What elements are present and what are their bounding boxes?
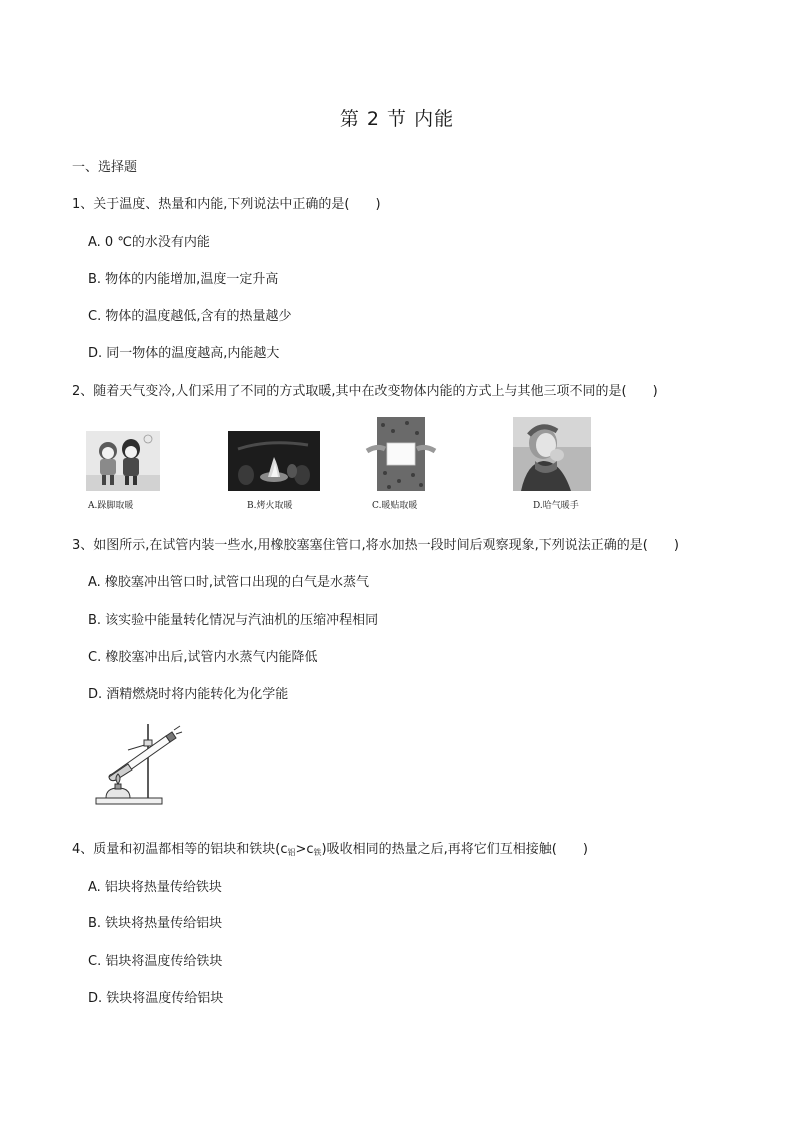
figure-b-campfire-image [228,431,320,491]
question-3-option-a: A. 橡胶塞冲出管口时,试管口出现的白气是水蒸气 [88,575,370,590]
figure-a-stomping-image [86,431,160,491]
question-4-option-b: B. 铁块将热量传给铝块 [88,916,223,931]
question-1-option-b: B. 物体的内能增加,温度一定升高 [88,272,279,287]
question-1-option-a: A. 0 ℃的水没有内能 [88,235,210,250]
section-heading: 一、选择题 [72,160,138,175]
figure-c-heat-patch-image [363,417,439,491]
question-3-option-c: C. 橡胶塞冲出后,试管内水蒸气内能降低 [88,650,318,665]
question-3-option-b: B. 该实验中能量转化情况与汽油机的压缩冲程相同 [88,613,379,628]
figure-d-caption: D.哈气暖手 [533,501,579,511]
question-1-stem: 1、关于温度、热量和内能,下列说法中正确的是( ) [72,197,381,212]
question-3-stem: 3、如图所示,在试管内装一些水,用橡胶塞塞住管口,将水加热一段时间后观察现象,下列说法正确的是( ) [72,538,679,553]
figure-d-breath-warming-image [513,417,591,491]
question-4-stem-part1: 4、质量和初温都相等的铝块和铁块(c [72,842,288,857]
question-4-option-c: C. 铝块将温度传给铁块 [88,954,223,969]
question-4-option-d: D. 铁块将温度传给铝块 [88,991,224,1006]
question-3-option-d: D. 酒精燃烧时将内能转化为化学能 [88,687,289,702]
subscript-aluminum: 铝 [287,848,296,857]
subscript-iron: 铁 [313,848,322,857]
question-1-option-d: D. 同一物体的温度越高,内能越大 [88,346,280,361]
question-4-stem [72,838,588,858]
test-tube-apparatus-diagram [92,718,184,808]
page-title: 第 2 节 内能 [339,108,455,130]
question-4-option-a: A. 铝块将热量传给铁块 [88,880,222,895]
figure-c-caption: C.暖贴取暖 [372,501,418,511]
question-4-stem-compare: >c [295,842,314,857]
question-1-option-c: C. 物体的温度越低,含有的热量越少 [88,309,292,324]
question-2-stem: 2、随着天气变冷,人们采用了不同的方式取暖,其中在改变物体内能的方式上与其他三项不同的是( ) [72,384,658,399]
figure-b-caption: B.烤火取暖 [247,501,293,511]
figure-a-caption: A.跺脚取暖 [88,501,134,511]
question-4-stem-part2: )吸收相同的热量之后,再将它们互相接触( ) [321,842,588,857]
